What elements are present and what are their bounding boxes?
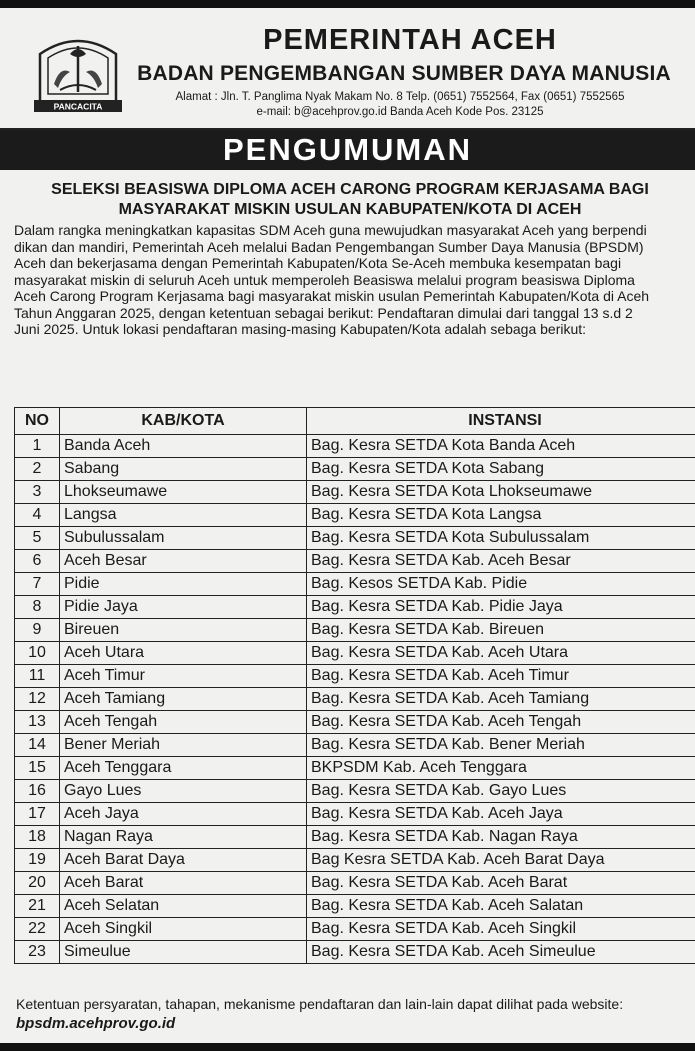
address-block bbox=[130, 90, 670, 120]
kab-kota-cell: Aceh Besar bbox=[60, 550, 307, 573]
body-line: Dalam rangka meningkatkan kapasitas SDM Aceh guna mewujudkan masyarakat Aceh yang berpendi bbox=[14, 222, 647, 238]
instansi-cell: Bag. Kesra SETDA Kab. Aceh Jaya bbox=[307, 803, 695, 826]
table-row bbox=[15, 711, 695, 734]
instansi-cell: Bag. Kesra SETDA Kab. Gayo Lues bbox=[307, 780, 695, 803]
row-number: 1 bbox=[15, 435, 60, 458]
header-instansi: INSTANSI bbox=[307, 408, 695, 435]
instansi-cell: Bag. Kesra SETDA Kab. Aceh Timur bbox=[307, 665, 695, 688]
kab-kota-cell: Lhokseumawe bbox=[60, 481, 307, 504]
table-row bbox=[15, 550, 695, 573]
table-row bbox=[15, 918, 695, 941]
row-number: 22 bbox=[15, 918, 60, 941]
row-number: 4 bbox=[15, 504, 60, 527]
email-line: e-mail: b@acehprov.go.id Banda Aceh Kode Pos. 23125 bbox=[256, 106, 544, 118]
row-number: 5 bbox=[15, 527, 60, 550]
table-row bbox=[15, 619, 695, 642]
instansi-cell: Bag. Kesra SETDA Kab. Aceh Barat bbox=[307, 872, 695, 895]
instansi-cell: Bag. Kesra SETDA Kab. Aceh Simeulue bbox=[307, 941, 695, 964]
row-number: 2 bbox=[15, 458, 60, 481]
announcement-body bbox=[14, 222, 695, 338]
logo-ribbon-text: PANCACITA bbox=[53, 101, 103, 112]
row-number: 7 bbox=[15, 573, 60, 596]
row-number: 6 bbox=[15, 550, 60, 573]
header-no: NO bbox=[15, 408, 60, 435]
announcement-page bbox=[0, 8, 695, 1043]
kab-kota-cell: Aceh Tenggara bbox=[60, 757, 307, 780]
instansi-cell: Bag. Kesra SETDA Kab. Pidie Jaya bbox=[307, 596, 695, 619]
row-number: 10 bbox=[15, 642, 60, 665]
instansi-cell: Bag. Kesra SETDA Kab. Aceh Tengah bbox=[307, 711, 695, 734]
row-number: 14 bbox=[15, 734, 60, 757]
footer-note bbox=[16, 994, 691, 1034]
instansi-cell: Bag. Kesra SETDA Kab. Aceh Besar bbox=[307, 550, 695, 573]
table-row bbox=[15, 642, 695, 665]
kab-kota-cell: Aceh Barat Daya bbox=[60, 849, 307, 872]
body-line: Tahun Anggaran 2025, dengan ketentuan sebagai berikut: Pendaftaran dimulai dari tanggal 13 s.d 2 bbox=[14, 304, 633, 321]
body-line: masyarakat miskin di seluruh Aceh untuk memperoleh Beasiswa melalui program beasiswa Diploma bbox=[14, 271, 635, 288]
kab-kota-cell: Bener Meriah bbox=[60, 734, 307, 757]
kab-kota-cell: Aceh Tamiang bbox=[60, 688, 307, 711]
subject-line: SELEKSI BEASISWA DIPLOMA ACEH CARONG PROGRAM KERJASAMA BAGI bbox=[51, 181, 649, 198]
instansi-cell: Bag. Kesra SETDA Kota Banda Aceh bbox=[307, 435, 695, 458]
table-row bbox=[15, 504, 695, 527]
website-link[interactable]: bpsdm.acehprov.go.id bbox=[16, 1015, 176, 1032]
row-number: 13 bbox=[15, 711, 60, 734]
kab-kota-cell: Simeulue bbox=[60, 941, 307, 964]
kab-kota-cell: Pidie bbox=[60, 573, 307, 596]
row-number: 17 bbox=[15, 803, 60, 826]
table-row bbox=[15, 527, 695, 550]
table-row bbox=[15, 849, 695, 872]
row-number: 20 bbox=[15, 872, 60, 895]
table-row bbox=[15, 734, 695, 757]
table-row bbox=[15, 826, 695, 849]
table-row bbox=[15, 481, 695, 504]
body-line: Aceh dan bekerjasama dengan Pemerintah Kabupaten/Kota Se-Aceh membuka kesempatan bagi bbox=[14, 255, 622, 271]
kab-kota-cell: Aceh Singkil bbox=[60, 918, 307, 941]
instansi-cell: Bag. Kesra SETDA Kab. Aceh Singkil bbox=[307, 918, 695, 941]
header-kab-kota: KAB/KOTA bbox=[60, 408, 307, 435]
kab-kota-cell: Langsa bbox=[60, 504, 307, 527]
footer-text: Ketentuan persyaratan, tahapan, mekanisme pendaftaran dan lain-lain dapat dilihat pada website: bbox=[16, 996, 624, 1012]
instansi-cell: Bag. Kesra SETDA Kab. Bireuen bbox=[307, 619, 695, 642]
instansi-cell: Bag. Kesra SETDA Kota Subulussalam bbox=[307, 527, 695, 550]
row-number: 12 bbox=[15, 688, 60, 711]
letterhead bbox=[0, 8, 695, 130]
kab-kota-cell: Banda Aceh bbox=[60, 435, 307, 458]
table-header-row bbox=[15, 408, 695, 435]
agency-name: BADAN PENGEMBANGAN SUMBER DAYA MANUSIA bbox=[137, 62, 671, 85]
kab-kota-cell: Aceh Utara bbox=[60, 642, 307, 665]
subject-line: MASYARAKAT MISKIN USULAN KABUPATEN/KOTA DI ACEH bbox=[118, 201, 582, 218]
kab-kota-cell: Nagan Raya bbox=[60, 826, 307, 849]
row-number: 15 bbox=[15, 757, 60, 780]
registration-locations-table bbox=[14, 407, 695, 964]
table-row bbox=[15, 458, 695, 481]
kab-kota-cell: Subulussalam bbox=[60, 527, 307, 550]
table-row bbox=[15, 757, 695, 780]
table-row bbox=[15, 895, 695, 918]
instansi-cell: Bag. Kesra SETDA Kab. Aceh Salatan bbox=[307, 895, 695, 918]
body-line: dikan dan mandiri, Pemerintah Aceh melalui Badan Pengembangan Sumber Daya Manusia (BPSDM) bbox=[14, 238, 644, 255]
table-row bbox=[15, 941, 695, 964]
kab-kota-cell: Sabang bbox=[60, 458, 307, 481]
row-number: 8 bbox=[15, 596, 60, 619]
instansi-cell: Bag. Kesra SETDA Kota Langsa bbox=[307, 504, 695, 527]
table-row bbox=[15, 435, 695, 458]
announcement-subject bbox=[20, 180, 680, 220]
kab-kota-cell: Aceh Barat bbox=[60, 872, 307, 895]
kab-kota-cell: Aceh Tengah bbox=[60, 711, 307, 734]
instansi-cell: Bag Kesra SETDA Kab. Aceh Barat Daya bbox=[307, 849, 695, 872]
table-row bbox=[15, 688, 695, 711]
table-row bbox=[15, 872, 695, 895]
body-line: Aceh Carong Program Kerjasama bagi masyarakat miskin usulan Pemerintah Kabupaten/Kota di Aceh bbox=[14, 288, 650, 304]
body-line: Juni 2025. Untuk lokasi pendaftaran masing-masing Kabupaten/Kota adalah sebaga berikut: bbox=[14, 321, 587, 337]
table-row bbox=[15, 665, 695, 688]
row-number: 3 bbox=[15, 481, 60, 504]
table-row bbox=[15, 573, 695, 596]
kab-kota-cell: Aceh Timur bbox=[60, 665, 307, 688]
row-number: 16 bbox=[15, 780, 60, 803]
instansi-cell: Bag. Kesos SETDA Kab. Pidie bbox=[307, 573, 695, 596]
kab-kota-cell: Gayo Lues bbox=[60, 780, 307, 803]
row-number: 19 bbox=[15, 849, 60, 872]
instansi-cell: BKPSDM Kab. Aceh Tenggara bbox=[307, 757, 695, 780]
kab-kota-cell: Aceh Jaya bbox=[60, 803, 307, 826]
table-row bbox=[15, 780, 695, 803]
instansi-cell: Bag. Kesra SETDA Kab. Nagan Raya bbox=[307, 826, 695, 849]
row-number: 18 bbox=[15, 826, 60, 849]
row-number: 23 bbox=[15, 941, 60, 964]
page-title: PEMERINTAH ACEH bbox=[263, 24, 557, 56]
instansi-cell: Bag. Kesra SETDA Kota Sabang bbox=[307, 458, 695, 481]
kab-kota-cell: Pidie Jaya bbox=[60, 596, 307, 619]
table-row bbox=[15, 803, 695, 826]
instansi-cell: Bag. Kesra SETDA Kab. Aceh Tamiang bbox=[307, 688, 695, 711]
address-line: Alamat : Jln. T. Panglima Nyak Makam No. 8 Telp. (0651) 7552564, Fax (0651) 7552565 bbox=[175, 91, 625, 103]
row-number: 21 bbox=[15, 895, 60, 918]
aceh-coat-of-arms-icon bbox=[30, 32, 126, 118]
row-number: 11 bbox=[15, 665, 60, 688]
instansi-cell: Bag. Kesra SETDA Kab. Bener Meriah bbox=[307, 734, 695, 757]
kab-kota-cell: Bireuen bbox=[60, 619, 307, 642]
instansi-cell: Bag. Kesra SETDA Kota Lhokseumawe bbox=[307, 481, 695, 504]
row-number: 9 bbox=[15, 619, 60, 642]
instansi-cell: Bag. Kesra SETDA Kab. Aceh Utara bbox=[307, 642, 695, 665]
kab-kota-cell: Aceh Selatan bbox=[60, 895, 307, 918]
announcement-banner: PENGUMUMAN bbox=[0, 130, 695, 170]
table-row bbox=[15, 596, 695, 619]
